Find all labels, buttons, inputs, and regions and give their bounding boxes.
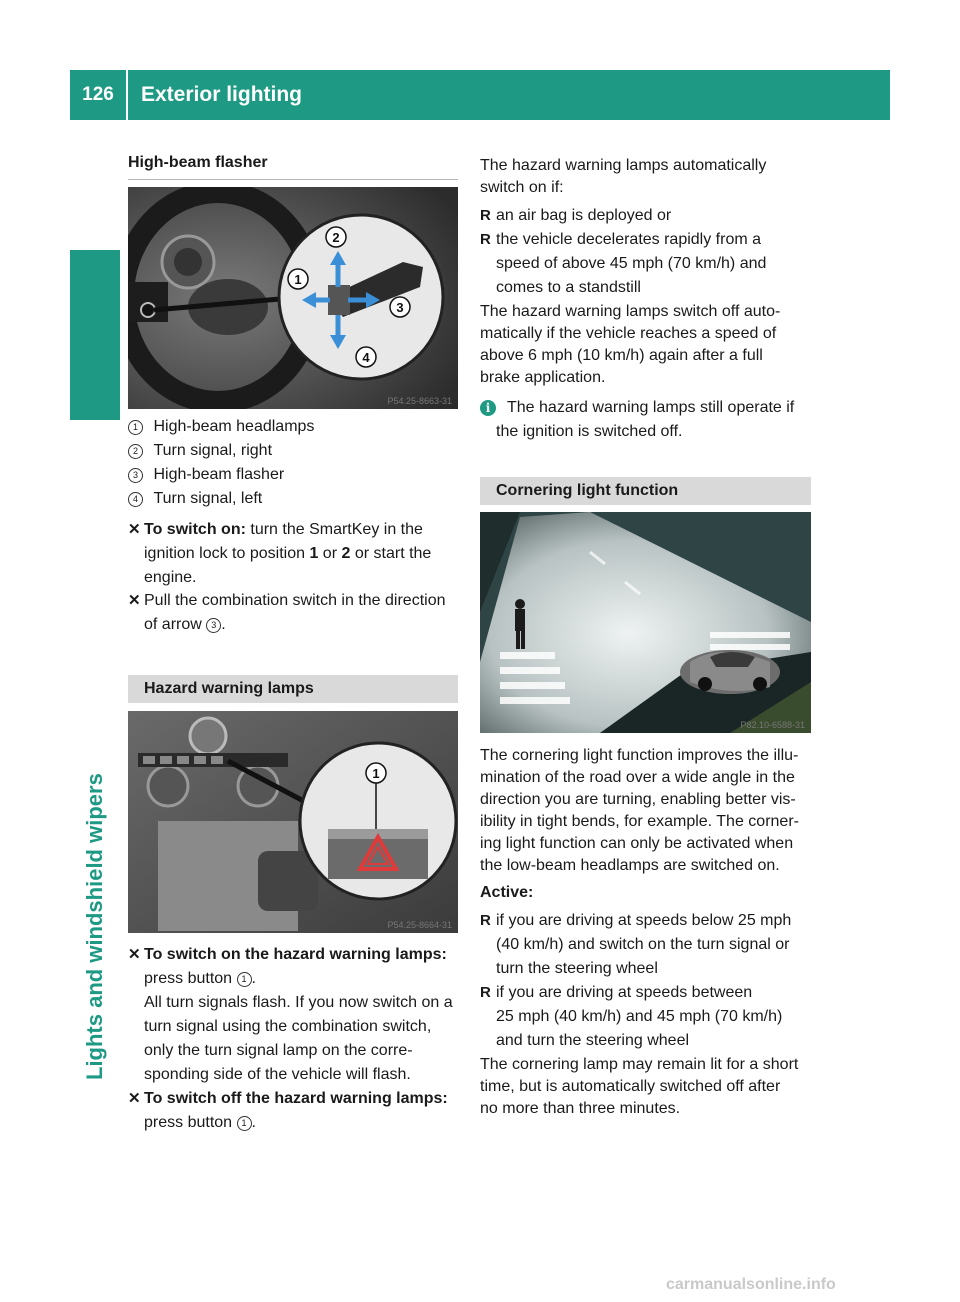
legend-item: 3 High-beam flasher	[128, 464, 284, 486]
paragraph: The hazard warning lamps switch off auto- matically if the vehicle reaches a speed of above 6 mph (10 km/h) again after a full brake application.	[480, 303, 781, 386]
callout-4: 4	[362, 350, 370, 365]
page-number: 126	[82, 84, 114, 105]
section-heading-high-beam: High-beam flasher	[128, 154, 268, 171]
legend-item: 2 Turn signal, right	[128, 440, 272, 462]
step-marker-icon: ✕	[128, 1090, 141, 1107]
chapter-label: Lights and windshield wipers	[82, 773, 107, 1080]
step-marker-icon: ✕	[128, 592, 141, 609]
label-active: Active:	[480, 884, 534, 901]
instruction-step: ✕ To switch on: turn the SmartKey in the ignition lock to position 1 or 2 or start the engine.	[128, 521, 432, 586]
figure-high-beam-stalk	[128, 187, 458, 409]
paragraph: The cornering light function improves the illu- mination of the road over a wide angle in the direction you are turning, enabling better vis- ibility in tight bends, for example. The corner- ing light function can only be activated when the low-beam headlamps are switched on.	[480, 747, 799, 874]
info-icon: i	[480, 400, 496, 416]
instruction-step: ✕ To switch on the hazard warning lamps: press button 1 . All turn signals flash. If you now switch on a turn signal using the combination switch, only the turn signal lamp on the corre- sponding side of the vehicle will flash.	[128, 946, 453, 1083]
instruction-step: ✕ To switch off the hazard warning lamps: press button 1 .	[128, 1090, 448, 1131]
paragraph: The cornering lamp may remain lit for a short time, but is automatically switched off after no more than three minutes.	[480, 1056, 799, 1117]
instruction-step: ✕ Pull the combination switch in the direction of arrow 3 .	[128, 592, 446, 633]
watermark: carmanualsonline.info	[666, 1276, 836, 1293]
bullet-item: R the vehicle decelerates rapidly from a speed of above 45 mph (70 km/h) and comes to a standstill	[480, 231, 767, 296]
legend-item: 1 High-beam headlamps	[128, 416, 314, 438]
callout-1: 1	[372, 766, 380, 781]
step-marker-icon: ✕	[128, 521, 141, 538]
callout-1: 1	[294, 272, 302, 287]
paragraph: The hazard warning lamps automatically switch on if:	[480, 157, 767, 196]
figure-code: P54.25-8663-31	[387, 396, 452, 406]
callout-2: 2	[332, 230, 340, 245]
chapter-tab-marker	[70, 250, 120, 420]
section-heading-hazard: Hazard warning lamps	[128, 675, 458, 703]
bullet-item: R if you are driving at speeds between 25 mph (40 km/h) and 45 mph (70 km/h) and turn the steering wheel	[480, 984, 783, 1049]
figure-hazard-button	[128, 711, 458, 933]
section-heading-cornering: Cornering light function	[480, 477, 811, 505]
bullet-icon: R	[480, 207, 491, 224]
step-marker-icon: ✕	[128, 946, 141, 963]
heading-rule	[128, 179, 458, 180]
info-note: i The hazard warning lamps still operate if the ignition is switched off.	[480, 397, 496, 419]
callout-3: 3	[396, 300, 404, 315]
header-divider	[126, 70, 128, 120]
figure-cornering-light	[480, 512, 811, 733]
page-title: Exterior lighting	[141, 83, 303, 106]
bullet-item: R an air bag is deployed or	[480, 207, 672, 224]
legend-item: 4 Turn signal, left	[128, 488, 262, 510]
bullet-item: R if you are driving at speeds below 25 mph (40 km/h) and switch on the turn signal or turn the steering wheel	[480, 912, 792, 977]
bullet-icon: R	[480, 984, 491, 1001]
bullet-icon: R	[480, 231, 491, 248]
figure-code: P54.25-8664-31	[387, 920, 452, 930]
figure-code: P82.10-6588-31	[740, 720, 805, 730]
bullet-icon: R	[480, 912, 491, 929]
